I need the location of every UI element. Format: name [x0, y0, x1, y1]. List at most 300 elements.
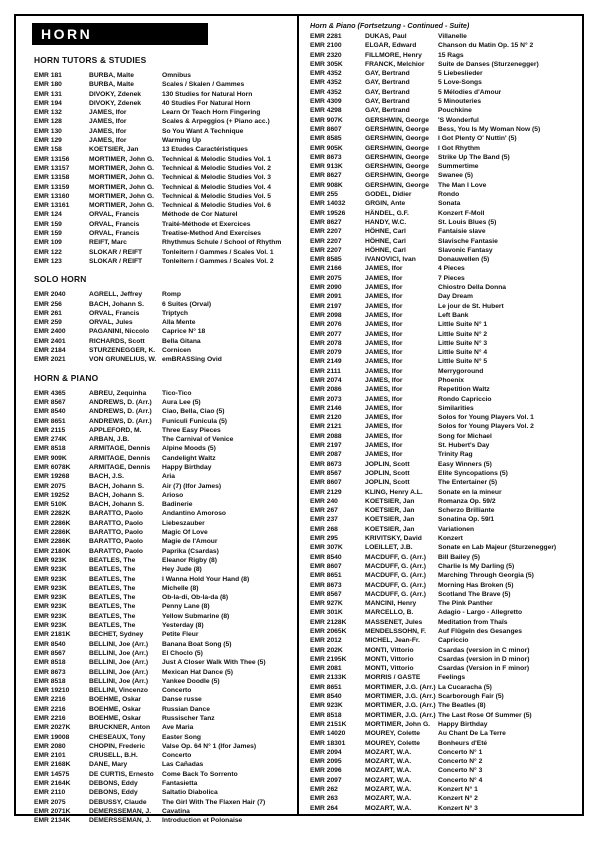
item-code: EMR 130	[34, 127, 62, 135]
item-title: Meditation from Thaïs	[438, 618, 508, 626]
item-title: Scotland The Brave (5)	[438, 590, 511, 598]
catalog-row	[310, 302, 579, 311]
item-code: EMR 2133K	[310, 674, 347, 682]
item-code: EMR 923K	[34, 612, 67, 620]
catalog-row	[310, 729, 579, 738]
item-title: Rhythmus Schule / School of Rhythm	[162, 239, 282, 247]
catalog-row	[310, 562, 579, 571]
catalog-row	[34, 602, 294, 611]
item-composer: GERSHWIN, George	[365, 125, 429, 133]
item-title: 40 Studies For Natural Horn	[162, 99, 251, 107]
item-code: EMR 2180K	[34, 547, 71, 555]
item-code: EMR 2286K	[34, 529, 71, 537]
catalog-row	[310, 766, 579, 775]
catalog-row	[310, 116, 579, 125]
catalog-row	[34, 136, 294, 145]
catalog-row	[34, 90, 294, 99]
item-title: Chanson du Matin Op. 15 N° 2	[438, 42, 534, 50]
catalog-row	[310, 720, 579, 729]
item-title: Solos for Young Players Vol. 1	[438, 414, 534, 422]
item-code: EMR 2027K	[34, 724, 71, 732]
item-code: EMR 2166	[310, 265, 342, 273]
item-title: Left Bank	[438, 311, 469, 319]
item-composer: BACH, Johann S.	[89, 501, 144, 509]
item-code: EMR 2076	[310, 321, 342, 329]
item-composer: BELLINI, Joe (Arr.)	[89, 668, 149, 676]
item-title: Russischer Tanz	[162, 715, 215, 722]
item-code: EMR 13160	[34, 192, 70, 200]
catalog-row	[34, 668, 294, 677]
item-code: EMR 18301	[310, 739, 346, 747]
item-title: Bonheurs d'Eté	[438, 739, 488, 747]
catalog-row	[34, 677, 294, 686]
catalog-row	[34, 318, 294, 327]
item-code: EMR 2168K	[34, 761, 71, 769]
item-title: Concerto N° 4	[438, 776, 483, 784]
item-composer: HANDY, W.C.	[365, 218, 407, 226]
item-code: EMR 8651	[310, 683, 342, 691]
item-code: EMR 908K	[310, 181, 343, 189]
item-composer: MORTIMER, John G.	[89, 164, 155, 172]
item-composer: MACDUFF, G. (Arr.)	[365, 590, 426, 598]
catalog-row	[34, 612, 294, 621]
item-title: 'S Wonderful	[438, 116, 479, 124]
item-composer: MORTIMER, John G.	[89, 192, 155, 200]
horn-banner	[32, 23, 208, 45]
catalog-row	[310, 553, 579, 562]
item-code: EMR 2128K	[310, 618, 347, 626]
catalog-row	[34, 417, 294, 426]
item-composer: MOZART, W.A.	[365, 795, 412, 803]
item-code: EMR 2216	[34, 715, 66, 722]
item-composer: JAMES, Ifor	[365, 265, 403, 273]
item-code: EMR 261	[34, 309, 62, 317]
item-title: Traité-Méthode et Exercices	[162, 220, 251, 228]
catalog-row	[310, 701, 579, 710]
item-title: Alla Mente	[162, 319, 196, 327]
item-composer: BARATTO, Paolo	[89, 519, 143, 527]
item-composer: BARATTO, Paolo	[89, 547, 143, 555]
item-title: Little Suite N° 3	[438, 339, 488, 347]
item-title: Banana Boat Song (5)	[162, 640, 232, 648]
item-title: Konzert	[438, 535, 463, 543]
item-composer: ORVAL, Francis	[89, 309, 140, 317]
catalog-row	[310, 246, 579, 255]
item-title: St. Louis Blues (5)	[438, 218, 497, 226]
item-title: Las Cañadas	[162, 761, 204, 769]
item-title: Mexican Hat Dance (5)	[162, 668, 233, 676]
item-title: Little Suite N° 2	[438, 330, 488, 338]
catalog-row	[34, 584, 294, 593]
page-border-frame	[14, 14, 584, 825]
item-code: EMR 14020	[310, 730, 346, 738]
item-code: EMR 8567	[310, 469, 342, 477]
item-code: EMR 2100	[310, 42, 342, 50]
item-composer: JAMES, Ifor	[365, 423, 403, 431]
item-composer: GERSHWIN, George	[365, 135, 429, 143]
item-composer: SLOKAR / REIFT	[89, 248, 143, 256]
catalog-row	[310, 748, 579, 757]
section-heading: SOLO HORN	[34, 274, 87, 285]
item-composer: KOETSIER, Jan	[365, 497, 415, 505]
item-title: Elite Syncopations (5)	[438, 469, 508, 477]
catalog-row	[310, 395, 579, 404]
catalog-row	[310, 571, 579, 580]
item-title: Arioso	[162, 491, 184, 499]
item-code: EMR 8673	[34, 668, 66, 676]
item-composer: JAMES, Ifor	[365, 414, 403, 422]
item-composer: PAGANINI, Niccolo	[89, 328, 150, 336]
catalog-row	[34, 127, 294, 136]
item-composer: JAMES, Ifor	[365, 451, 403, 459]
item-composer: GERSHWIN, George	[365, 172, 429, 180]
item-code: EMR 256	[34, 300, 62, 308]
catalog-row	[34, 71, 294, 80]
catalog-row	[34, 816, 294, 825]
item-composer: BACH, Johann S.	[89, 491, 144, 499]
item-title: Funiculi Funicula (5)	[162, 417, 228, 425]
item-code: EMR 8651	[34, 417, 66, 425]
item-title: Russian Dance	[162, 705, 210, 713]
item-code: EMR 13159	[34, 183, 70, 191]
catalog-row	[34, 779, 294, 788]
item-code: EMR 2094	[310, 748, 342, 756]
catalog-row	[310, 144, 579, 153]
item-code: EMR 2097	[310, 776, 342, 784]
item-code: EMR 131	[34, 90, 62, 98]
item-title: 4 Pieces	[438, 265, 465, 273]
catalog-row	[34, 173, 294, 182]
item-composer: KLING, Henry A.L.	[365, 488, 423, 496]
item-code: EMR 2146	[310, 404, 342, 412]
catalog-row	[34, 201, 294, 210]
item-code: EMR 13158	[34, 174, 70, 182]
item-composer: ANDREWS, D. (Arr.)	[89, 408, 152, 416]
item-code: EMR 181	[34, 72, 62, 79]
item-code: EMR 13161	[34, 202, 70, 210]
item-composer: GERSHWIN, George	[365, 181, 429, 189]
item-code: EMR 2074	[310, 376, 342, 384]
catalog-row	[310, 432, 579, 441]
item-composer: JOPLIN, Scott	[365, 469, 410, 477]
item-code: EMR 129	[34, 137, 62, 145]
item-composer: MOZART, W.A.	[365, 786, 412, 794]
catalog-row	[310, 590, 579, 599]
item-composer: ARBAN, J.B.	[89, 436, 130, 444]
item-code: EMR 8518	[310, 711, 342, 719]
item-title: Concerto	[162, 687, 192, 695]
item-composer: MANCINI, Henry	[365, 600, 417, 608]
item-code: EMR 2181K	[34, 631, 71, 639]
catalog-row	[310, 237, 579, 246]
catalog-row	[310, 683, 579, 692]
item-code: EMR 2098	[310, 311, 342, 319]
item-title: Warming Up	[162, 137, 202, 145]
item-composer: BELLINI, Vincenzo	[89, 687, 148, 695]
item-code: EMR 263	[310, 795, 338, 803]
item-code: EMR 907K	[310, 116, 343, 124]
catalog-row	[34, 108, 294, 117]
item-composer: MACDUFF, G. (Arr.)	[365, 572, 426, 580]
item-composer: HÄNDEL, G.F.	[365, 209, 409, 217]
catalog-row	[310, 646, 579, 655]
item-title: Slavische Fantasie	[438, 237, 498, 245]
item-title: Sonate en la mineur	[438, 488, 502, 496]
item-title: Variationen	[438, 525, 475, 533]
item-composer: DE CURTIS, Ernesto	[89, 770, 154, 778]
catalog-row	[310, 655, 579, 664]
catalog-row	[34, 528, 294, 537]
item-code: EMR 2040	[34, 291, 66, 299]
item-title: Donauwellen (5)	[438, 256, 490, 264]
item-title: Csardas (version in C minor)	[438, 646, 530, 654]
item-title: Petite Fleur	[162, 631, 199, 639]
catalog-row	[34, 426, 294, 435]
item-code: EMR 4309	[310, 98, 342, 106]
item-composer: JAMES, Ifor	[365, 358, 403, 366]
catalog-row	[34, 751, 294, 760]
item-composer: DEBONS, Eddy	[89, 780, 138, 788]
item-composer: MACDUFF, G. (Arr.)	[365, 562, 426, 570]
item-composer: ABREU, Zequinha	[89, 389, 147, 397]
item-title: Fantaisie slave	[438, 228, 486, 236]
item-code: EMR 2065K	[310, 628, 347, 635]
item-title: The Pink Panther	[438, 600, 493, 608]
item-code: EMR 8607	[310, 562, 342, 570]
item-title: Danse russe	[162, 696, 202, 704]
item-composer: MORTIMER, John G.	[89, 155, 155, 163]
item-title: Eleanor Rigby (8)	[162, 556, 217, 564]
item-composer: GERSHWIN, George	[365, 153, 429, 161]
item-title: Hey Jude (8)	[162, 566, 202, 574]
item-title: Chiostro Della Donna	[438, 284, 506, 292]
item-code: EMR 2149	[310, 358, 342, 366]
item-title: Romp	[162, 291, 181, 299]
item-title: Au Chant De La Terre	[438, 730, 506, 738]
item-composer: DEBUSSY, Claude	[89, 798, 147, 806]
catalog-row	[34, 714, 294, 723]
catalog-row	[34, 192, 294, 201]
item-title: Sonata	[438, 200, 461, 208]
item-code: EMR 2216	[34, 696, 66, 704]
item-composer: BARATTO, Paolo	[89, 529, 143, 537]
item-composer: JAMES, Ifor	[365, 302, 403, 310]
item-code: EMR 19268	[34, 473, 70, 481]
item-title: Pouchkine	[438, 107, 472, 115]
item-code: EMR 2164K	[34, 780, 71, 788]
item-code: EMR 2207	[310, 246, 342, 254]
item-composer: MONTI, Vittorio	[365, 665, 414, 673]
item-composer: ORVAL, Jules	[89, 319, 133, 327]
item-code: EMR 8540	[310, 553, 342, 561]
item-title: Happy Birthday	[162, 463, 212, 471]
item-code: EMR 2197	[310, 442, 342, 450]
catalog-row	[310, 153, 579, 162]
continuation-header: Horn & Piano (Fortsetzung - Continued - Suite)	[310, 21, 470, 30]
item-composer: VON GRUNELIUS, W.	[89, 356, 157, 364]
item-code: EMR 159	[34, 220, 62, 228]
item-composer: BEATLES, The	[89, 566, 136, 574]
item-code: EMR 923K	[34, 556, 67, 564]
item-code: EMR 2073	[310, 395, 342, 403]
catalog-row	[310, 739, 579, 748]
catalog-row	[310, 60, 579, 69]
catalog-row	[34, 327, 294, 336]
catalog-row	[310, 488, 579, 497]
item-code: EMR 8585	[310, 135, 342, 143]
item-code: EMR 14032	[310, 200, 346, 208]
item-code: EMR 2078	[310, 339, 342, 347]
item-title: Merrygoround	[438, 367, 484, 375]
item-composer: FILLMORE, Henry	[365, 51, 422, 59]
item-title: Day Dream	[438, 293, 473, 301]
item-composer: GERSHWIN, George	[365, 116, 429, 124]
item-composer: MORTIMER, John G.	[89, 202, 155, 210]
item-composer: BEATLES, The	[89, 594, 136, 602]
item-title: Fantasietta	[162, 780, 198, 788]
catalog-row	[310, 664, 579, 673]
item-title: Tonleitern / Gammes / Scales Vol. 1	[162, 248, 274, 256]
item-title: Strike Up The Band (5)	[438, 153, 510, 161]
item-code: EMR 2096	[310, 767, 342, 775]
item-composer: HÖHNE, Carl	[365, 246, 406, 254]
item-composer: ELGAR, Edward	[365, 42, 417, 50]
item-composer: JAMES, Ifor	[89, 109, 127, 117]
item-code: EMR 8540	[34, 408, 66, 416]
item-title: Swanee (5)	[438, 172, 473, 180]
catalog-row	[310, 376, 579, 385]
catalog-row	[310, 209, 579, 218]
item-code: EMR 4298	[310, 107, 342, 115]
item-composer: JAMES, Ifor	[365, 395, 403, 403]
catalog-row	[34, 788, 294, 797]
item-code: EMR 2207	[310, 228, 342, 236]
item-composer: MOZART, W.A.	[365, 748, 412, 756]
item-code: EMR 2197	[310, 302, 342, 310]
item-title: Triptych	[162, 309, 189, 317]
item-title: Magic Of Love	[162, 529, 208, 537]
catalog-row	[34, 435, 294, 444]
catalog-row	[310, 450, 579, 459]
item-code: EMR 923K	[34, 575, 67, 583]
item-title: Konzert N° 3	[438, 804, 478, 812]
item-title: Cavatina	[162, 807, 190, 815]
catalog-row	[34, 593, 294, 602]
catalog-row	[310, 88, 579, 97]
item-code: EMR 4352	[310, 88, 342, 96]
item-composer: JAMES, Ifor	[365, 432, 403, 440]
item-composer: MACDUFF, G. (Arr.)	[365, 553, 426, 561]
item-title: Marching Through Georgia (5)	[438, 572, 534, 580]
catalog-row	[34, 798, 294, 807]
item-title: Concerto N° 2	[438, 758, 483, 766]
item-composer: MORTIMER, John G.	[89, 174, 155, 182]
item-composer: BEATLES, The	[89, 622, 136, 630]
item-code: EMR 2075	[310, 274, 342, 282]
item-composer: GRGIN, Ante	[365, 200, 406, 208]
item-composer: JAMES, Ifor	[89, 127, 127, 135]
item-title: Candelight Waltz	[162, 454, 216, 462]
item-composer: JAMES, Ifor	[89, 137, 127, 145]
item-code: EMR 8651	[310, 572, 342, 580]
catalog-row	[34, 155, 294, 164]
catalog-row	[34, 537, 294, 546]
right-column	[299, 16, 582, 814]
item-code: EMR 510K	[34, 501, 67, 509]
catalog-row	[34, 640, 294, 649]
item-code: EMR 2320	[310, 51, 342, 59]
item-code: EMR 240	[310, 497, 338, 505]
catalog-row	[310, 181, 579, 190]
item-composer: MOUREY, Colette	[365, 730, 420, 738]
item-composer: MACDUFF, G. (Arr.)	[365, 581, 426, 589]
item-code: EMR 19526	[310, 209, 346, 217]
item-title: Technical & Melodic Studies Vol. 6	[162, 202, 272, 210]
catalog-row	[310, 515, 579, 524]
item-code: EMR 158	[34, 146, 62, 154]
item-composer: MENDELSSOHN, F.	[365, 628, 426, 635]
item-composer: GAY, Bertrand	[365, 79, 410, 87]
catalog-row	[34, 705, 294, 714]
item-title: Ciao, Bella, Ciao (5)	[162, 408, 225, 416]
catalog-row	[310, 785, 579, 794]
item-title: I Wanna Hold Your Hand (8)	[162, 575, 250, 583]
catalog-row	[34, 760, 294, 769]
item-code: EMR 909K	[34, 454, 67, 462]
item-code: EMR 8627	[310, 218, 342, 226]
item-title: I Got Plenty O' Nuttin' (5)	[438, 135, 517, 143]
item-code: EMR 2121	[310, 423, 342, 431]
catalog-row	[310, 543, 579, 552]
catalog-row	[310, 97, 579, 106]
item-code: EMR 267	[310, 507, 338, 515]
item-composer: DEMERSSEMAN, J.	[89, 817, 152, 825]
catalog-row	[310, 599, 579, 608]
catalog-row	[310, 581, 579, 590]
catalog-row	[310, 636, 579, 645]
item-composer: STURZENEGGER, K.	[89, 347, 156, 355]
item-code: EMR 2286K	[34, 519, 71, 527]
item-title: Rondo Capriccio	[438, 395, 492, 403]
catalog-row	[310, 283, 579, 292]
item-code: EMR 6078K	[34, 463, 71, 471]
item-title: The Carnival of Venice	[162, 436, 234, 444]
item-code: EMR 8567	[310, 590, 342, 598]
catalog-row	[310, 497, 579, 506]
catalog-row	[310, 255, 579, 264]
item-code: EMR 2129	[310, 488, 342, 496]
item-title: Technical & Melodic Studies Vol. 1	[162, 155, 272, 163]
item-composer: MORTIMER, J.G. (Arr.)	[365, 702, 436, 710]
item-title: Phoenix	[438, 376, 465, 384]
right-rows	[310, 32, 579, 813]
item-code: EMR 2286K	[34, 538, 71, 546]
item-composer: BEATLES, The	[89, 575, 136, 583]
item-code: EMR 8673	[310, 460, 342, 468]
item-title: Bess, You Is My Woman Now (5)	[438, 125, 541, 133]
item-code: EMR 2101	[34, 752, 66, 760]
item-code: EMR 8518	[34, 677, 66, 685]
item-composer: MOZART, W.A.	[365, 776, 412, 784]
catalog-row	[34, 164, 294, 173]
item-title: 5 Minouteries	[438, 98, 482, 106]
item-composer: MARCELLO, B.	[365, 609, 414, 617]
item-code: EMR 14575	[34, 770, 70, 778]
item-title: 15 Rags	[438, 51, 464, 59]
item-code: EMR 2207	[310, 237, 342, 245]
item-title: Caprice N° 18	[162, 328, 206, 336]
item-composer: MORTIMER, John G.	[89, 183, 155, 191]
